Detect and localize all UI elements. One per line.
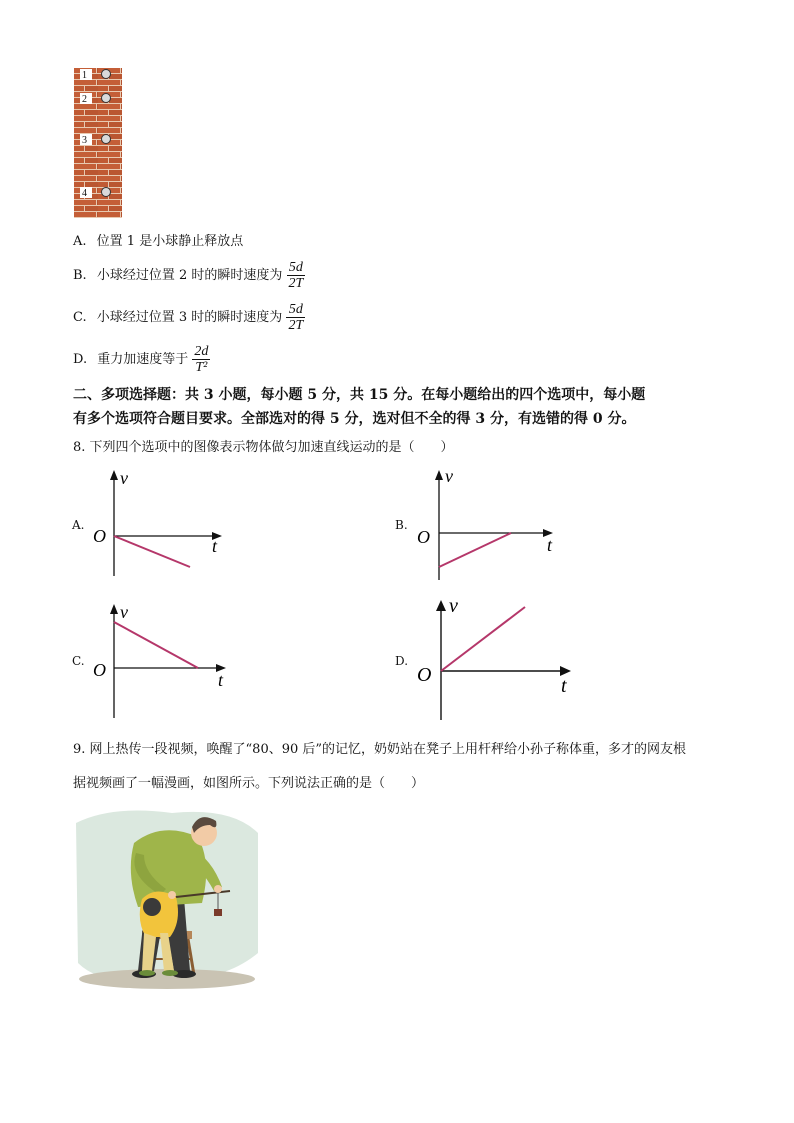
fraction-denominator: 2T: [288, 276, 304, 291]
fraction: [192, 344, 210, 375]
graph-b-plot: [395, 466, 570, 584]
graph-d-t-label: t: [561, 675, 567, 697]
section-heading-line-2: 有多个选项符合题目要求。全部选对的得 5 分，选对但不全的得 3 分，有选错的得 0 分。: [73, 411, 636, 427]
q8-stem: 8. 下列四个选项中的图像表示物体做匀加速直线运动的是（ ）: [73, 440, 454, 455]
q8-graph-a: [72, 466, 242, 584]
graph-a-t-label: t: [212, 536, 218, 556]
grandma-steelyard-illustration: [72, 803, 262, 993]
q8-graph-d: [395, 596, 580, 722]
position-4-label: 4: [82, 188, 87, 199]
graph-c-line: [114, 622, 198, 668]
fraction-denominator: T²: [195, 360, 208, 375]
position-3-label: 3: [82, 135, 87, 146]
option-label: D.: [73, 352, 88, 367]
graph-d-label: D.: [395, 654, 409, 668]
option-label: B.: [73, 268, 87, 283]
graph-c-v-label: v: [120, 602, 128, 622]
option-text: 小球经过位置 2 时的瞬时速度为: [96, 267, 283, 283]
option-text: 重力加速度等于: [97, 351, 189, 367]
graph-b-t-label: t: [547, 535, 553, 555]
graph-c-t-label: t: [218, 670, 224, 690]
graph-b-line: [439, 533, 511, 567]
section-heading-line-1: 二、多项选择题：共 3 小题，每小题 5 分，共 15 分。在每小题给出的四个选项中，每小题: [73, 387, 646, 403]
graph-d-origin: O: [417, 664, 432, 686]
option-label: C.: [73, 310, 87, 325]
fraction-denominator: 2T: [288, 318, 304, 333]
graph-d-v-label: v: [449, 596, 458, 617]
fraction-numerator: 5d: [287, 260, 306, 276]
graph-a-label: A.: [72, 518, 85, 532]
graph-a-plot: [72, 466, 242, 584]
position-2-label: 2: [82, 94, 87, 105]
graph-d-plot: [395, 596, 580, 722]
graph-c-label: C.: [72, 654, 85, 668]
brick-wall-drawing: [74, 68, 124, 218]
graph-b-origin: O: [417, 527, 430, 547]
option-text: 位置 1 是小球静止释放点: [96, 234, 244, 249]
q8-graph-b: [395, 466, 570, 584]
q7-option-a: [73, 234, 243, 250]
q8-graph-c: [72, 598, 242, 720]
fraction: [286, 302, 305, 333]
fraction-numerator: 2d: [194, 344, 209, 359]
option-label: A.: [73, 234, 87, 249]
q9-illustration: [72, 803, 262, 993]
q9-stem: [73, 733, 686, 801]
fraction-numerator: 5d: [286, 302, 305, 318]
q7-option-c: [73, 302, 305, 333]
q7-option-b: [73, 260, 305, 291]
option-text: 小球经过位置 3 时的瞬时速度为: [96, 309, 283, 325]
graph-c-plot: [72, 598, 242, 720]
graph-b-v-label: v: [445, 466, 453, 486]
q9-stem-line-2: 据视频画了一幅漫画，如图所示。下列说法正确的是（ ）: [73, 776, 425, 791]
brick-wall-figure: [74, 68, 124, 218]
graph-a-origin: O: [93, 526, 106, 546]
position-1-label: 1: [82, 70, 87, 81]
graph-a-line: [114, 536, 190, 567]
graph-c-origin: O: [93, 660, 106, 680]
q7-option-d: [73, 344, 210, 375]
section-heading: [73, 383, 645, 431]
q9-stem-line-1: 9. 网上热传一段视频，唤醒了“80、90 后”的记忆，奶奶站在凳子上用杆秤给小孙子称体重，多才的网友根: [73, 742, 687, 757]
graph-a-v-label: v: [120, 468, 128, 488]
graph-b-label: B.: [395, 518, 408, 532]
fraction: [287, 260, 306, 291]
